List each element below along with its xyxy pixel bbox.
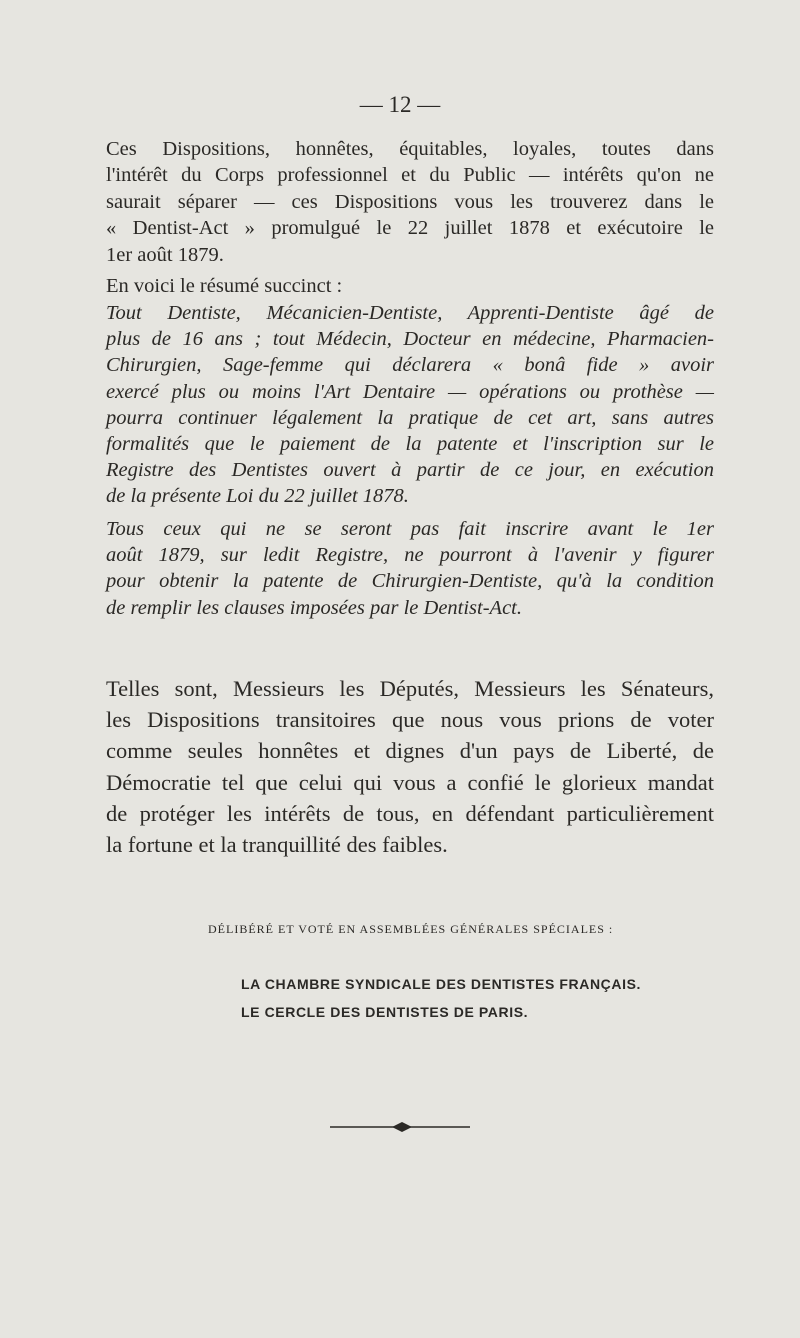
text-line: Démocratie tel que celui qui vous a confié le glorieux mandat xyxy=(106,769,714,795)
text-line: Telles sont, Messieurs les Députés, Messieurs les Sénateurs, xyxy=(106,676,714,701)
text-line: Registre des Dentistes ouvert à partir de ce jour, en exécution xyxy=(106,459,714,482)
text-line: saurait séparer — ces Dispositions vous les trouverez dans le xyxy=(106,190,714,213)
text-line: formalités que le paiement de la patente et l'inscription sur le xyxy=(106,433,714,456)
text-line: pourra continuer légalement la pratique de cet art, sans autres xyxy=(106,406,714,429)
text-line: exercé plus ou moins l'Art Dentaire — opérations ou prothèse — xyxy=(106,380,714,403)
paragraph-tous-ceux xyxy=(106,516,714,621)
text-line: Ces Dispositions, honnêtes, équitables, loyales, toutes dans xyxy=(106,138,714,160)
text-line: de la présente Loi du 22 juillet 1878. xyxy=(106,485,409,508)
ornament-divider-icon xyxy=(330,1117,470,1137)
text-line: de remplir les clauses imposées par le Dentist-Act. xyxy=(106,596,522,619)
text-line: « Dentist-Act » promulgué le 22 juillet 1878 et exécutoire le xyxy=(106,217,714,240)
paragraph-tout-dentiste xyxy=(106,300,714,510)
paragraph-resume-intro xyxy=(106,273,714,299)
text-line: plus de 16 ans ; tout Médecin, Docteur en médecine, Pharmacien- xyxy=(106,328,714,351)
text-line: les Dispositions transitoires que nous vous prions de voter xyxy=(106,707,714,733)
text-line: l'intérêt du Corps professionnel et du Public — intérêts qu'on ne xyxy=(106,164,714,187)
text-line: comme seules honnêtes et dignes d'un pays de Liberté, de xyxy=(106,738,714,764)
page-number: — 12 — xyxy=(359,92,441,117)
text-line: Tout Dentiste, Mécanicien-Dentiste, Apprenti-Dentiste âgé de xyxy=(106,302,714,324)
text-line: de protéger les intérêts de tous, en défendant particulièrement xyxy=(106,800,714,826)
signature-chambre-syndicale: LA CHAMBRE SYNDICALE DES DENTISTES FRANÇAIS. xyxy=(241,976,642,992)
text-line: août 1879, sur ledit Registre, ne pourront à l'avenir y figurer xyxy=(106,544,714,567)
text-line: Tous ceux qui ne se seront pas fait inscrire avant le 1er xyxy=(106,518,714,540)
text-line: Chirurgien, Sage-femme qui déclarera « bonâ fide » avoir xyxy=(106,354,714,377)
text-line: En voici le résumé succinct : xyxy=(106,275,343,297)
paragraph-conclusion xyxy=(106,673,714,860)
text-line: 1er août 1879. xyxy=(106,243,224,266)
signature-cercle-dentistes: LE CERCLE DES DENTISTES DE PARIS. xyxy=(241,1004,529,1020)
deliberation-note: DÉLIBÉRÉ ET VOTÉ EN ASSEMBLÉES GÉNÉRALES SPÉCIALES : xyxy=(208,922,614,936)
text-line: pour obtenir la patente de Chirurgien-Dentiste, qu'à la condition xyxy=(106,570,714,593)
text-line: la fortune et la tranquillité des faibles. xyxy=(106,832,448,858)
paragraph-dispositions xyxy=(106,136,714,268)
